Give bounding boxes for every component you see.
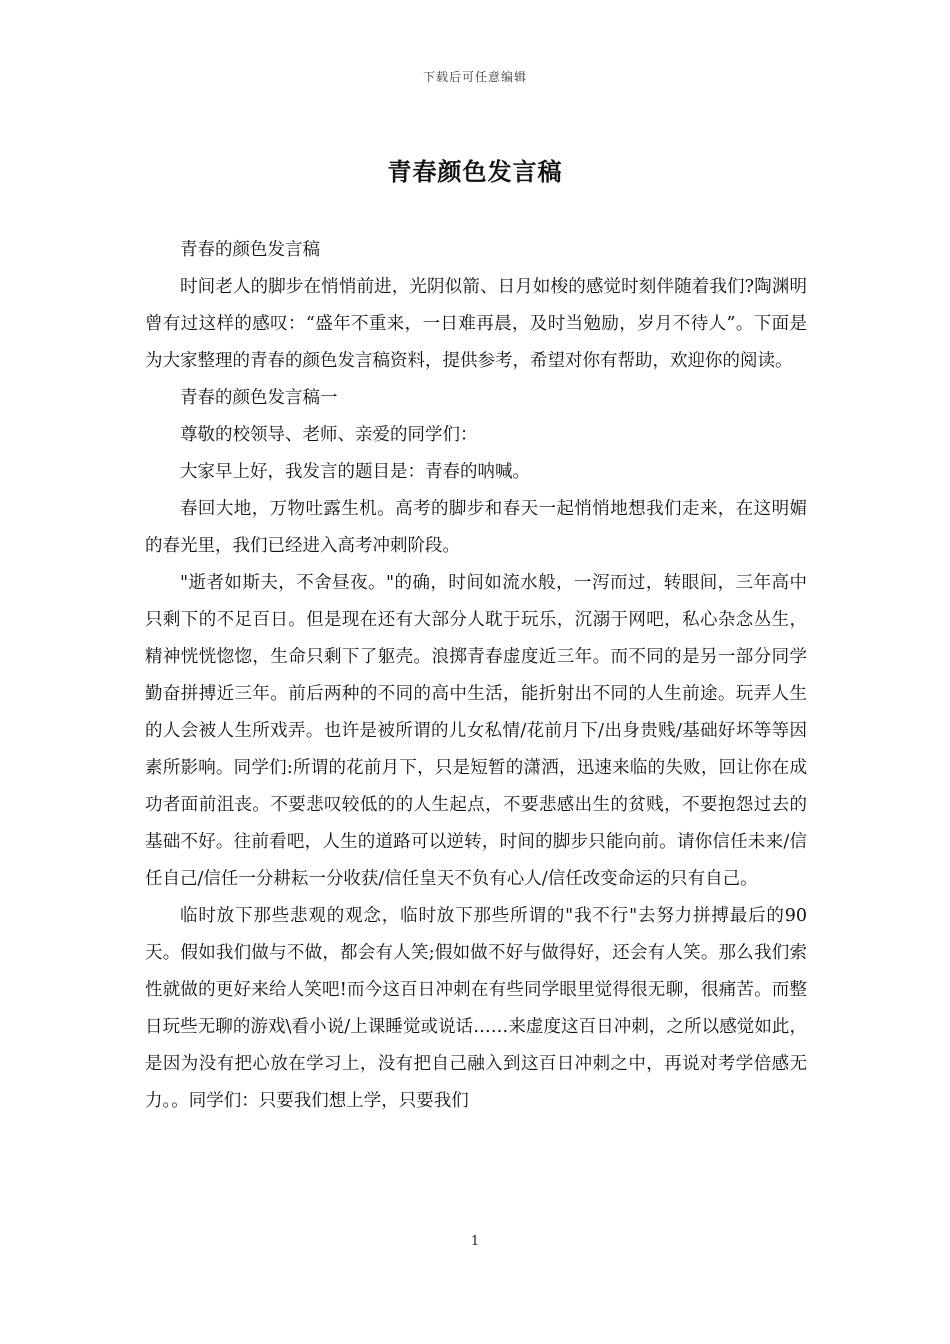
header-note: 下载后可任意编辑 xyxy=(422,70,527,84)
paragraph-subtitle: 青春的颜色发言稿 xyxy=(180,240,320,260)
paragraph-section-heading: 青春的颜色发言稿一 xyxy=(180,388,338,408)
paragraph-intro: 时间老人的脚步在悄悄前进，光阴似箭、日月如梭的感觉时刻伴随着我们?陶渊明曾有过这样的感叹：“盛年不重来，一日难再晨，及时当勉励，岁月不待人”。下面是为大家整理的青春的颜色发言稿资料，提供参考，希望对你有帮助，欢迎你的阅读。 xyxy=(145,277,807,371)
paragraph-effort: 临时放下那些悲观的观念，临时放下那些所谓的"我不行"去努力拼搏最后的90天。假如我们做与不做，都会有人笑;假如做不好与做得好，还会有人笑。那么我们索性就做的更好来给人笑吧!而今这百日冲刺在有些同学眼里觉得很无聊，很痛苦。而整日玩些无聊的游戏\看小说/上课睡觉或说话……来虚度这百日冲刺，之所以感觉如此，是因为没有把心放在学习上，没有把自己融入到这百日冲刺之中，再说对考学倍感无力。。同学们：只要我们想上学，只要我们 xyxy=(145,906,807,1111)
document-body xyxy=(145,232,807,1120)
paragraph-time: "逝者如斯夫，不舍昼夜。"的确，时间如流水般，一泻而过，转眼间，三年高中只剩下的不足百日。但是现在还有大部分人耽于玩乐，沉溺于网吧，私心杂念丛生，精神恍恍惚惚，生命只剩下了躯壳。浪掷青春虚度近三年。而不同的是另一部分同学勤奋拼搏近三年。前后两种的不同的高中生活，能折射出不同的人生前途。玩弄人生的人会被人生所戏弄。也许是被所谓的儿女私情/花前月下/出身贵贱/基础好坏等等因素所影响。同学们:所谓的花前月下，只是短暂的潇洒，迅速来临的失败，回让你在成功者面前沮丧。不要悲叹较低的的人生起点，不要悲感出生的贫贱，不要抱怨过去的基础不好。往前看吧，人生的道路可以逆转，时间的脚步只能向前。请你信任未来/信任自己/信任一分耕耘一分收获/信任皇天不负有心人/信任改变命运的只有自己。 xyxy=(145,573,807,889)
paragraph-greeting: 大家早上好，我发言的题目是：青春的呐喊。 xyxy=(180,462,530,482)
page-number: 1 xyxy=(470,1234,480,1249)
paragraph-salutation: 尊敬的校领导、老师、亲爱的同学们： xyxy=(180,425,478,445)
paragraph-spring: 春回大地，万物吐露生机。高考的脚步和春天一起悄悄地想我们走来，在这明媚的春光里，我们已经进入高考冲刺阶段。 xyxy=(145,499,807,556)
document-title: 青春颜色发言稿 xyxy=(387,157,563,186)
